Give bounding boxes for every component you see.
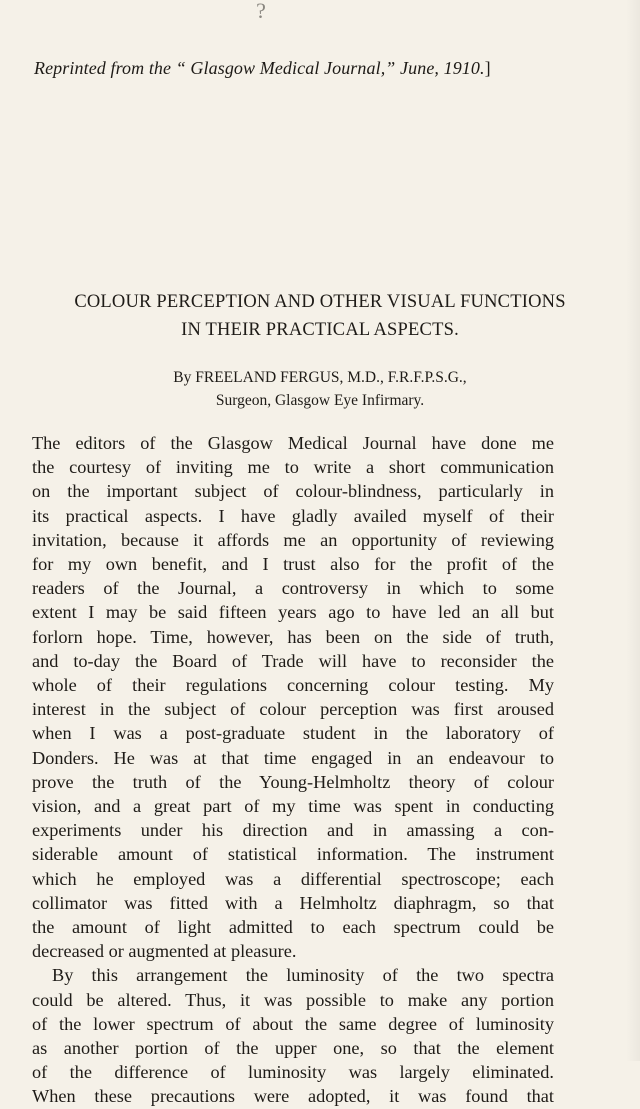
publication-date: June, 1910. — [400, 58, 485, 78]
body-line: of the lower spectrum of about the same degree of luminosity — [32, 1013, 554, 1034]
body-line: the amount of light admitted to each spectrum could be — [32, 917, 554, 938]
body-line: By this arrangement the luminosity of the two spectra — [52, 965, 554, 986]
body-line: When these precautions were adopted, it was found that — [32, 1086, 554, 1107]
body-line: decreased or augmented at pleasure. — [32, 941, 297, 962]
title-line-1: COLOUR PERCEPTION AND OTHER VISUAL FUNCTIONS — [74, 292, 566, 312]
author-affiliation: Surgeon, Glasgow Eye Infirmary. — [215, 392, 425, 409]
article-body — [32, 431, 554, 1109]
body-line: collimator was fitted with a Helmholtz diaphragm, so that — [32, 892, 554, 913]
body-line: extent I may be said fifteen years ago to have led an all but — [32, 602, 554, 623]
body-line: when I was a post-graduate student in the laboratory of — [32, 723, 554, 744]
scan-edge-shadow — [626, 0, 640, 1061]
title-line-2: IN THEIR PRACTICAL ASPECTS. — [181, 320, 459, 340]
page-mark: ? — [256, 0, 266, 23]
body-line: readers of the Journal, a controversy in which to some — [32, 578, 554, 599]
body-line: the courtesy of inviting me to write a short communication — [32, 457, 554, 478]
body-line: whole of their regulations concerning colour testing. My — [32, 675, 554, 696]
body-line: The editors of the Glasgow Medical Journal have done me — [32, 433, 554, 453]
reprint-prefix: Reprinted from the — [34, 58, 172, 78]
reprint-notice — [34, 58, 594, 79]
body-line: vision, and a great part of my time was spent in conducting — [32, 796, 554, 817]
body-line: could be altered. Thus, it was possible to make any portion — [32, 989, 554, 1010]
article-title — [30, 288, 610, 344]
body-line: for my own benefit, and I trust also for the profit of the — [32, 554, 554, 575]
body-line: experiments under his direction and in amassing a con- — [32, 820, 554, 841]
body-line: forlorn hope. Time, however, has been on the side of truth, — [32, 626, 554, 647]
body-line: Donders. He was at that time engaged in an endeavour to — [32, 747, 554, 768]
reprint-bracket: ] — [484, 58, 491, 78]
body-line: which he employed was a differential spectroscope; each — [32, 868, 554, 889]
body-line: on the important subject of colour-blindness, particularly in — [32, 481, 554, 502]
body-line: and to-day the Board of Trade will have to reconsider the — [32, 650, 554, 671]
body-line: its practical aspects. I have gladly availed myself of their — [32, 505, 554, 526]
body-line: invitation, because it affords me an opportunity of reviewing — [32, 529, 554, 550]
body-line: of the difference of luminosity was largely eliminated. — [32, 1062, 554, 1083]
author-byline: By FREELAND FERGUS, M.D., F.R.F.P.S.G., — [173, 369, 467, 386]
body-line: siderable amount of statistical information. The instrument — [32, 844, 554, 865]
body-line: prove the truth of the Young-Helmholtz theory of colour — [32, 771, 554, 792]
journal-reference: “ Glasgow Medical Journal,” — [175, 58, 396, 78]
body-line: interest in the subject of colour perception was first aroused — [32, 699, 554, 720]
body-line: as another portion of the upper one, so that the element — [32, 1038, 554, 1059]
